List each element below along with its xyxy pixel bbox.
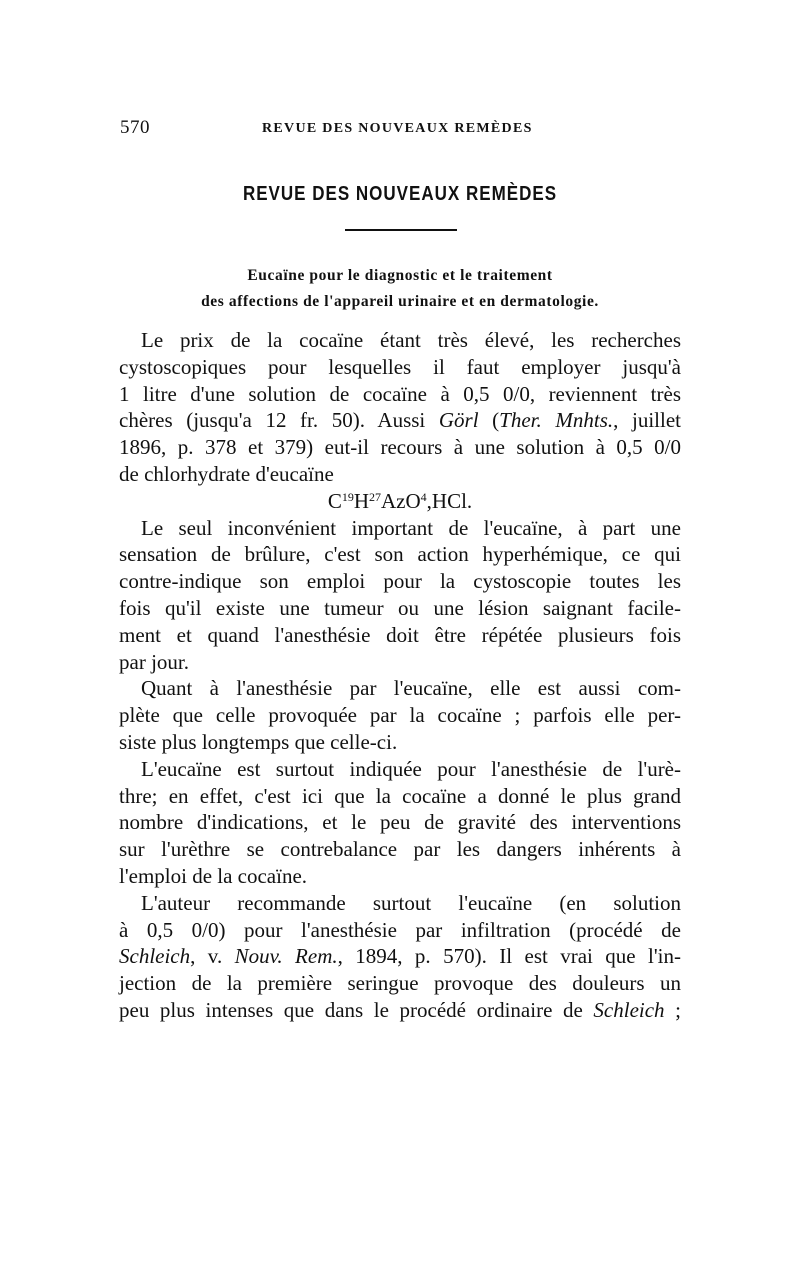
text-line bbox=[119, 783, 681, 810]
text-run: jection de la première seringue provoque des douleurs un bbox=[119, 971, 681, 996]
text-line bbox=[119, 327, 681, 354]
text-run: 1896, p. 378 et 379) eut-il recours à une solution à 0,5 0/0 bbox=[119, 435, 681, 460]
text-run: nombre d'indications, et le peu de gravité des interventions bbox=[119, 810, 681, 835]
text-line bbox=[119, 381, 681, 408]
text-line bbox=[119, 863, 681, 890]
text-line bbox=[119, 836, 681, 863]
article-heading-line: Eucaïne pour le diagnostic et le traitement bbox=[247, 267, 553, 284]
text-run: chères (jusqu'a 12 fr. 50). Aussi bbox=[119, 408, 439, 433]
text-line bbox=[119, 461, 681, 488]
text-run: plète que celle provoquée par la cocaïne ; parfois elle per- bbox=[119, 703, 681, 728]
text-run: cystoscopiques pour lesquelles il faut employer jusqu'à bbox=[119, 354, 681, 379]
article-body bbox=[119, 327, 681, 1024]
article-heading bbox=[0, 263, 800, 315]
chemical-formula bbox=[119, 488, 681, 515]
text-line bbox=[119, 970, 681, 997]
italic-text: Ther. Mnhts. bbox=[499, 408, 614, 433]
text-line bbox=[119, 702, 681, 729]
italic-text: Görl bbox=[438, 408, 479, 433]
text-line bbox=[119, 407, 681, 434]
text-run: de chlorhydrate d'eucaïne bbox=[119, 461, 334, 486]
text-line bbox=[119, 488, 681, 515]
text-run: siste plus longtemps que celle-ci. bbox=[119, 729, 398, 754]
text-line bbox=[119, 756, 681, 783]
text-run: H bbox=[353, 488, 369, 513]
section-title: REVUE DES NOUVEAUX REMÈDES bbox=[242, 182, 558, 205]
italic-text: Schleich bbox=[593, 997, 665, 1022]
superscript: 4 bbox=[420, 489, 427, 504]
text-line bbox=[119, 568, 681, 595]
superscript: 27 bbox=[369, 489, 381, 504]
text-line bbox=[119, 622, 681, 649]
text-line bbox=[119, 434, 681, 461]
text-run: 1 litre d'une solution de cocaïne à 0,5 0/0, reviennent très bbox=[119, 381, 681, 406]
title-rule bbox=[345, 229, 457, 231]
text-line bbox=[119, 943, 681, 970]
text-run: ; bbox=[664, 997, 681, 1022]
text-run: Quant à l'anesthésie par l'eucaïne, elle est aussi com- bbox=[141, 676, 681, 701]
text-run: sur l'urèthre se contrebalance par les dangers inhérents à bbox=[119, 837, 681, 862]
running-head bbox=[120, 117, 680, 139]
text-line bbox=[119, 541, 681, 568]
text-run: à 0,5 0/0) pour l'anesthésie par infiltration (procédé de bbox=[119, 917, 681, 942]
text-line bbox=[119, 729, 681, 756]
text-run: C bbox=[327, 488, 342, 513]
text-run: thre; en effet, c'est ici que la cocaïne a donné le plus grand bbox=[119, 783, 681, 808]
article-heading-line: des affections de l'appareil urinaire et en dermatologie. bbox=[201, 293, 599, 310]
paragraph bbox=[119, 675, 681, 755]
text-line bbox=[119, 890, 681, 917]
text-run: L'auteur recommande surtout l'eucaïne (en solution bbox=[141, 890, 681, 915]
text-run: ment et quand l'anesthésie doit être répétée plusieurs fois bbox=[119, 622, 681, 647]
text-line bbox=[119, 675, 681, 702]
text-line bbox=[119, 917, 681, 944]
text-line bbox=[119, 595, 681, 622]
text-run: , v. bbox=[190, 944, 235, 969]
text-run: contre-indique son emploi pour la cystoscopie toutes les bbox=[119, 569, 681, 594]
text-run: L'eucaïne est surtout indiquée pour l'anesthésie de l'urè- bbox=[141, 756, 681, 781]
text-run: Le seul inconvénient important de l'eucaïne, à part une bbox=[141, 515, 681, 540]
paragraph bbox=[119, 515, 681, 676]
italic-text: Nouv. Rem. bbox=[234, 944, 338, 969]
running-title: REVUE DES NOUVEAUX REMÈDES bbox=[262, 121, 533, 136]
text-run: Le prix de la cocaïne étant très élevé, les recherches bbox=[141, 328, 681, 352]
paragraph bbox=[119, 327, 681, 488]
text-line bbox=[119, 997, 681, 1024]
superscript: 19 bbox=[341, 489, 354, 504]
text-run: par jour. bbox=[119, 649, 189, 674]
text-line bbox=[119, 515, 681, 542]
text-run: , 1894, p. 570). Il est vrai que l'in- bbox=[337, 944, 681, 969]
text-run: peu plus intenses que dans le procédé ordinaire de bbox=[119, 997, 594, 1022]
text-line bbox=[119, 649, 681, 676]
text-run: ,HCl. bbox=[426, 488, 473, 513]
text-run: AzO bbox=[381, 488, 421, 513]
text-line bbox=[119, 809, 681, 836]
text-run: , juillet bbox=[613, 408, 681, 433]
paragraph bbox=[119, 890, 681, 1024]
text-run: sensation de brûlure, c'est son action hyperhémique, ce qui bbox=[119, 542, 681, 567]
paragraph bbox=[119, 756, 681, 890]
text-line bbox=[119, 354, 681, 381]
text-run: fois qu'il existe une tumeur ou une lésion saignant facile- bbox=[119, 595, 681, 620]
italic-text: Schleich bbox=[119, 944, 191, 969]
page-number: 570 bbox=[120, 117, 150, 138]
text-run: l'emploi de la cocaïne. bbox=[119, 863, 308, 888]
text-run: ( bbox=[478, 408, 500, 433]
